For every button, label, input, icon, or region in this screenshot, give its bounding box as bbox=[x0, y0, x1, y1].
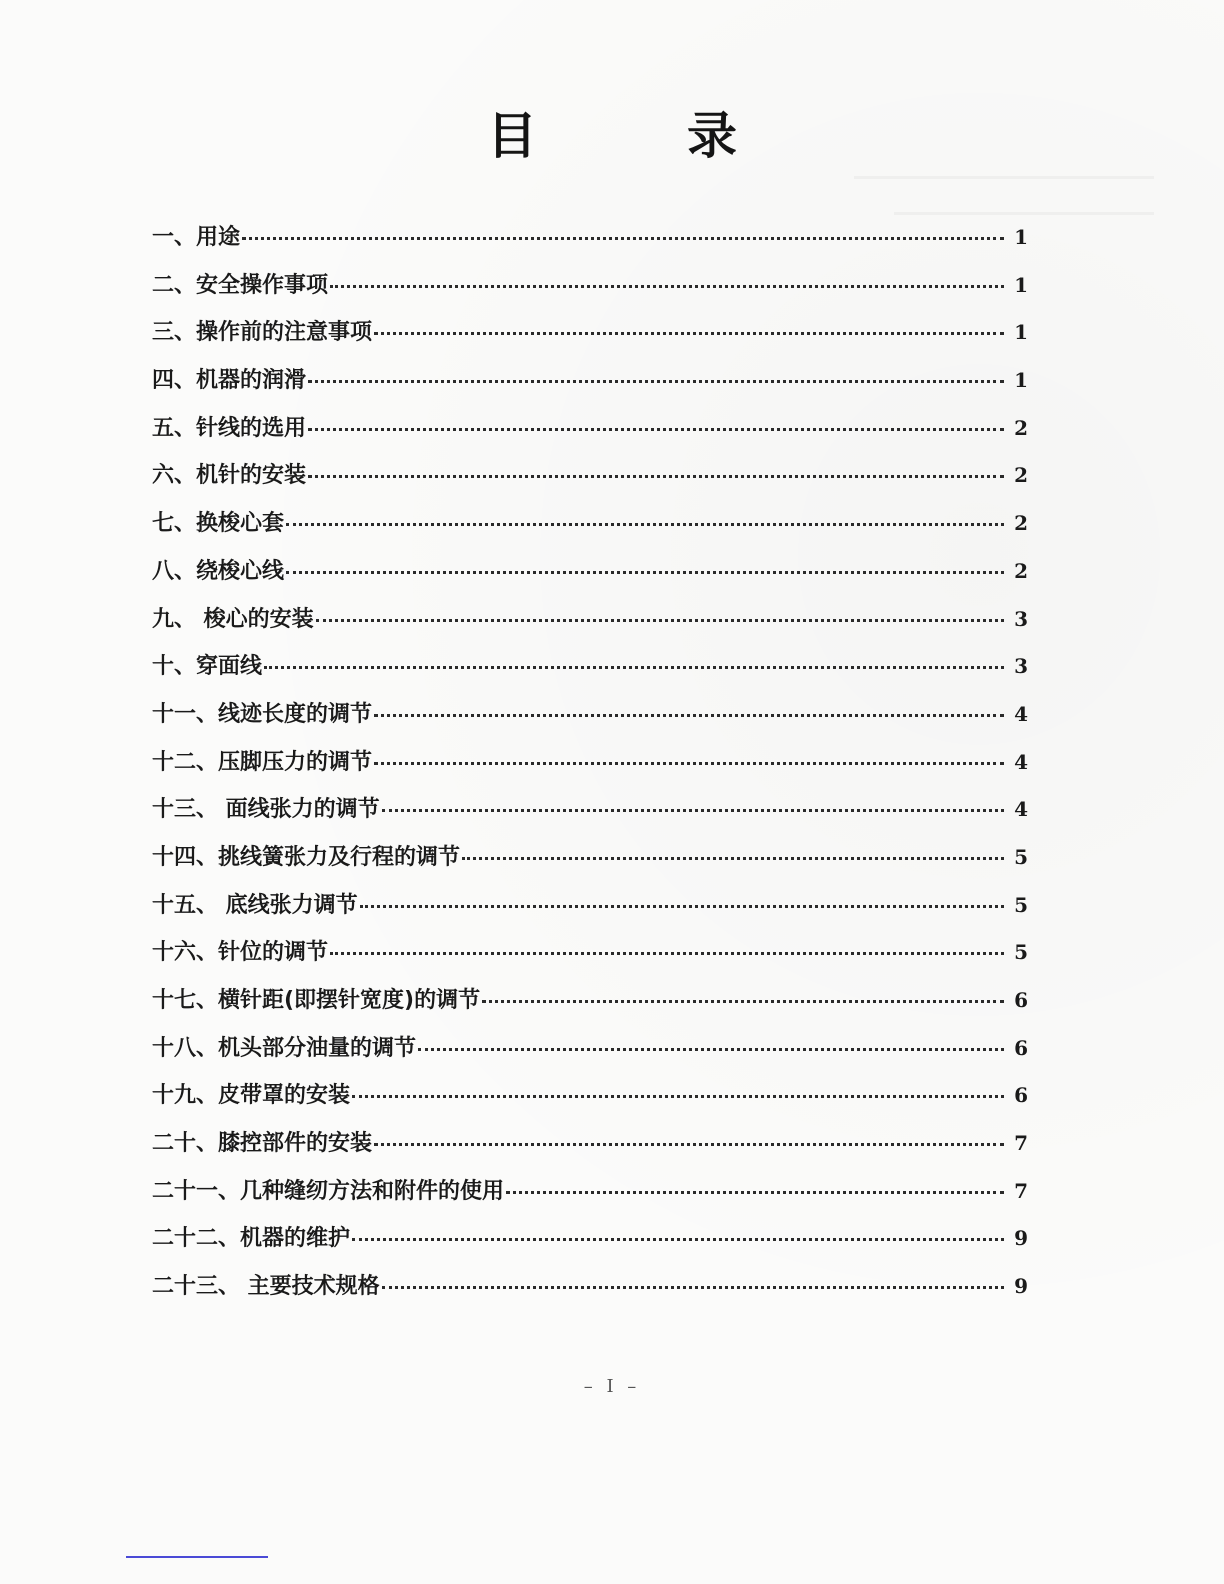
toc-dot-leader bbox=[308, 475, 1004, 478]
toc-entry-page-number: 9 bbox=[1014, 1226, 1028, 1251]
toc-entry-page-number: 1 bbox=[1014, 272, 1028, 297]
toc-entry[interactable] bbox=[152, 840, 1028, 888]
toc-entry-page-number: 5 bbox=[1014, 940, 1028, 965]
toc-dot-leader bbox=[374, 714, 1004, 717]
toc-entry[interactable] bbox=[152, 1269, 1028, 1317]
toc-entry-page-number: 2 bbox=[1014, 463, 1028, 488]
toc-entry-label: 十四、挑线簧张力及行程的调节 bbox=[152, 844, 461, 870]
toc-entry-page-number: 1 bbox=[1014, 368, 1028, 393]
toc-entry[interactable] bbox=[152, 697, 1028, 745]
toc-dot-leader bbox=[374, 1143, 1004, 1146]
toc-entry-page-number: 5 bbox=[1014, 892, 1028, 917]
show-through-mark bbox=[894, 212, 1154, 215]
toc-entry[interactable] bbox=[152, 363, 1028, 411]
toc-entry-label: 四、机器的润滑 bbox=[152, 368, 307, 394]
toc-entry-page-number: 2 bbox=[1014, 511, 1028, 536]
toc-entry-page-number: 2 bbox=[1014, 558, 1028, 583]
toc-dot-leader bbox=[482, 1000, 1004, 1003]
toc-dot-leader bbox=[352, 1238, 1004, 1241]
toc-entry-label: 十九、皮带罩的安装 bbox=[152, 1083, 351, 1109]
toc-entry[interactable] bbox=[152, 554, 1028, 602]
toc-dot-leader bbox=[382, 1286, 1004, 1289]
toc-entry-page-number: 9 bbox=[1014, 1274, 1028, 1299]
footnote-rule bbox=[126, 1556, 268, 1558]
toc-entry-label: 二十二、机器的维护 bbox=[152, 1226, 351, 1252]
toc-entry-page-number: 1 bbox=[1014, 320, 1028, 345]
toc-dot-leader bbox=[506, 1191, 1004, 1194]
title-char-1: 目 bbox=[487, 106, 537, 165]
toc-entry-label: 八、绕梭心线 bbox=[152, 558, 285, 584]
toc-dot-leader bbox=[382, 809, 1004, 812]
toc-dot-leader bbox=[462, 857, 1004, 860]
toc-entry-page-number: 6 bbox=[1014, 988, 1028, 1012]
toc-entry[interactable] bbox=[152, 1174, 1028, 1222]
toc-entry-page-number: 6 bbox=[1014, 1083, 1028, 1108]
toc-entry-page-number: 2 bbox=[1014, 415, 1028, 440]
toc-entry-page-number: 4 bbox=[1014, 797, 1028, 822]
toc-entry-page-number: 4 bbox=[1014, 749, 1028, 774]
toc-entry[interactable] bbox=[152, 602, 1028, 650]
toc-entry-label: 十八、机头部分油量的调节 bbox=[152, 1035, 417, 1061]
toc-entry-label: 十二、压脚压力的调节 bbox=[152, 749, 373, 775]
toc-entry[interactable] bbox=[152, 1031, 1028, 1079]
toc-entry[interactable] bbox=[152, 983, 1028, 1031]
toc-entry-page-number: 1 bbox=[1014, 225, 1028, 249]
toc-dot-leader bbox=[374, 762, 1004, 765]
toc-entry-label: 十六、针位的调节 bbox=[152, 940, 329, 966]
toc-entry-label: 十、穿面线 bbox=[152, 654, 263, 680]
table-of-contents bbox=[152, 220, 1028, 1317]
toc-entry[interactable] bbox=[152, 315, 1028, 363]
toc-entry[interactable] bbox=[152, 888, 1028, 936]
page-number: – I – bbox=[583, 1376, 641, 1397]
toc-entry-label: 七、换梭心套 bbox=[152, 511, 285, 537]
toc-dot-leader bbox=[418, 1048, 1004, 1051]
title-char-2: 录 bbox=[687, 106, 737, 165]
toc-dot-leader bbox=[330, 952, 1004, 955]
toc-entry[interactable] bbox=[152, 649, 1028, 697]
toc-entry[interactable] bbox=[152, 792, 1028, 840]
toc-entry-label: 十一、线迹长度的调节 bbox=[152, 701, 373, 727]
toc-entry-page-number: 5 bbox=[1014, 844, 1028, 869]
page-title bbox=[0, 96, 1224, 168]
toc-entry-label: 六、机针的安装 bbox=[152, 463, 307, 489]
toc-dot-leader bbox=[360, 905, 1004, 908]
show-through-mark bbox=[854, 176, 1154, 179]
toc-dot-leader bbox=[374, 332, 1004, 335]
toc-dot-leader bbox=[286, 523, 1004, 526]
toc-dot-leader bbox=[242, 237, 1004, 240]
toc-entry[interactable] bbox=[152, 1078, 1028, 1126]
toc-entry-label: 五、针线的选用 bbox=[152, 415, 307, 441]
toc-entry-label: 三、操作前的注意事项 bbox=[152, 320, 373, 346]
toc-entry-label: 十七、横针距(即摆针宽度)的调节 bbox=[152, 988, 481, 1013]
toc-entry[interactable] bbox=[152, 268, 1028, 316]
toc-entry[interactable] bbox=[152, 935, 1028, 983]
toc-entry[interactable] bbox=[152, 1126, 1028, 1174]
toc-dot-leader bbox=[352, 1095, 1004, 1098]
toc-entry[interactable] bbox=[152, 411, 1028, 459]
toc-dot-leader bbox=[308, 428, 1004, 431]
toc-entry-label: 二十一、几种缝纫方法和附件的使用 bbox=[152, 1178, 505, 1204]
toc-entry-label: 九、 梭心的安装 bbox=[152, 606, 314, 632]
toc-entry-page-number: 4 bbox=[1014, 701, 1028, 726]
toc-entry[interactable] bbox=[152, 506, 1028, 554]
toc-dot-leader bbox=[264, 666, 1004, 669]
toc-dot-leader bbox=[316, 619, 1004, 622]
toc-dot-leader bbox=[308, 380, 1004, 383]
toc-entry-label: 二十三、 主要技术规格 bbox=[152, 1274, 380, 1300]
toc-entry-label: 十五、 底线张力调节 bbox=[152, 892, 358, 918]
toc-entry[interactable] bbox=[152, 1221, 1028, 1269]
toc-entry-page-number: 6 bbox=[1014, 1035, 1028, 1060]
toc-entry[interactable] bbox=[152, 745, 1028, 793]
toc-entry[interactable] bbox=[152, 220, 1028, 268]
toc-entry-page-number: 3 bbox=[1014, 606, 1028, 631]
toc-dot-leader bbox=[330, 285, 1004, 288]
toc-entry-label: 二、安全操作事项 bbox=[152, 272, 329, 298]
toc-entry-label: 二十、膝控部件的安装 bbox=[152, 1131, 373, 1157]
toc-entry-page-number: 7 bbox=[1014, 1131, 1028, 1156]
toc-entry[interactable] bbox=[152, 458, 1028, 506]
toc-entry-label: 十三、 面线张力的调节 bbox=[152, 797, 380, 823]
toc-dot-leader bbox=[286, 571, 1004, 574]
toc-entry-page-number: 7 bbox=[1014, 1178, 1028, 1203]
toc-entry-page-number: 3 bbox=[1014, 654, 1028, 679]
toc-entry-label: 一、用途 bbox=[152, 225, 241, 250]
